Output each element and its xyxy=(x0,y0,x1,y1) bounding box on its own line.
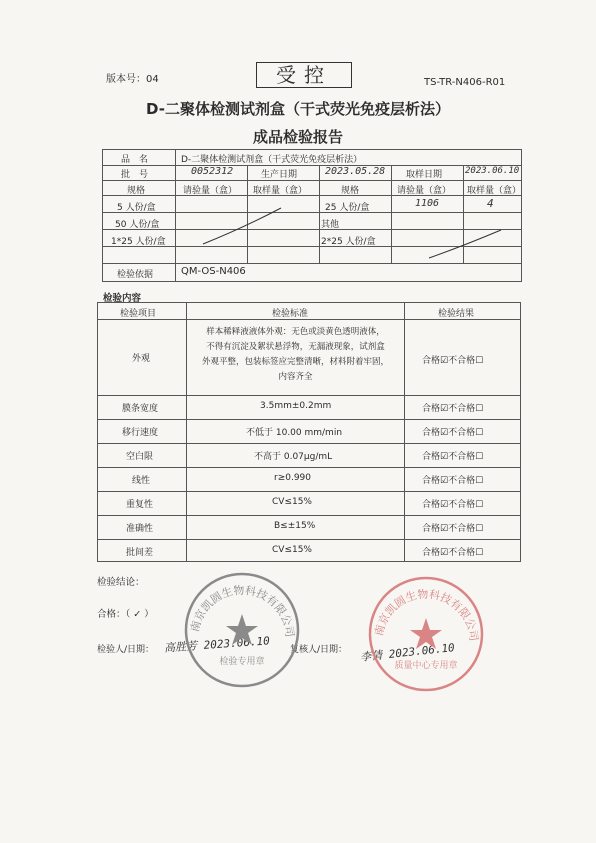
item-linearity: 线性 xyxy=(132,476,151,486)
version-number: 版本号：04 xyxy=(106,74,159,85)
report-title: D-二聚体检测试剂盒（干式荧光免疫层析法） xyxy=(146,100,450,118)
spec-2x25-persons: 2*25 人份/盒 xyxy=(321,237,376,247)
svg-text:检验专用章: 检验专用章 xyxy=(219,657,265,667)
result-inter-batch: 合格☑不合格☐ xyxy=(422,548,484,558)
pass-mark: 合格：（ ✓ ） xyxy=(97,609,154,620)
qty-25-sample: 4 xyxy=(487,197,494,210)
product-name-value: D-二聚体检测试剂盒（干式荧光免疫层析法） xyxy=(181,155,363,165)
spec-label-left: 规格 xyxy=(127,186,146,196)
strike-marks xyxy=(103,150,521,281)
inbound-qty-label-left: 请验量（盒） xyxy=(183,186,238,196)
standard-inter-batch: CV≤15% xyxy=(272,545,312,555)
header-result: 检验结果 xyxy=(438,309,475,319)
basis-label: 检验依据 xyxy=(117,270,154,280)
standard-repeatability: CV≤15% xyxy=(272,497,312,507)
basis-value: QM-OS-N406 xyxy=(181,266,246,277)
standard-appearance: 样本稀释液液体外观：无色或淡黄色透明液体， 不得有沉淀及絮状悬浮物，无漏液现象，试剂盒 外观平整，包装标签应完整清晰，材料附着牢固， 内容齐全 xyxy=(201,327,389,382)
product-info-table xyxy=(102,149,522,282)
result-strip-width: 合格☑不合格☐ xyxy=(422,404,484,414)
item-strip-width: 膜条宽度 xyxy=(122,404,159,414)
inspection-seal xyxy=(180,568,304,692)
quality-seal xyxy=(364,572,488,696)
report-subtitle: 成品检验报告 xyxy=(252,128,343,146)
inspector-signature: 高胜芳 2023.06.10 xyxy=(163,634,271,655)
inspector-label: 检验人/日期： xyxy=(97,645,155,655)
reviewer-label: 复核人/日期： xyxy=(290,645,348,655)
sample-qty-label-left: 取样量（盒） xyxy=(253,186,308,196)
item-accuracy: 准确性 xyxy=(126,524,154,534)
svg-text:质量中心专用章: 质量中心专用章 xyxy=(394,661,458,671)
production-date-value: 2023.05.28 xyxy=(325,166,386,177)
controlled-stamp: 受控 xyxy=(256,62,352,88)
sample-qty-label-right: 取样量（盒） xyxy=(467,186,522,196)
inspection-section-title: 检验内容 xyxy=(103,293,142,304)
standard-migration-speed: 不低于 10.00 mm/min xyxy=(246,428,343,438)
result-accuracy: 合格☑不合格☐ xyxy=(422,524,484,534)
sample-date-label: 取样日期 xyxy=(406,170,443,180)
item-migration-speed: 移行速度 xyxy=(122,428,159,438)
spec-50-persons: 50 人份/盒 xyxy=(115,220,160,230)
result-appearance: 合格☑不合格☐ xyxy=(422,356,484,366)
spec-other: 其他 xyxy=(321,220,340,230)
item-blank-limit: 空白限 xyxy=(126,452,154,462)
qty-25-request: 1106 xyxy=(415,198,440,209)
spec-5-persons: 5 人份/盒 xyxy=(117,203,156,213)
result-repeatability: 合格☑不合格☐ xyxy=(422,500,484,510)
product-name-label: 品 名 xyxy=(121,155,149,165)
header-standard: 检验标准 xyxy=(272,309,309,319)
standard-accuracy: B≤±15% xyxy=(274,521,316,531)
item-appearance: 外观 xyxy=(132,354,151,364)
inbound-qty-label-right: 请验量（盒） xyxy=(397,186,452,196)
batch-value: 0052312 xyxy=(191,166,234,177)
document-code: TS-TR-N406-R01 xyxy=(424,77,506,88)
svg-text:南京凯圆生物科技有限公司: 南京凯圆生物科技有限公司 xyxy=(188,583,297,638)
conclusion-label: 检验结论： xyxy=(97,577,145,588)
standard-linearity: r≥0.990 xyxy=(274,473,312,483)
batch-label: 批 号 xyxy=(121,170,149,180)
inspection-table xyxy=(97,302,521,562)
result-blank-limit: 合格☑不合格☐ xyxy=(422,452,484,462)
production-date-label: 生产日期 xyxy=(261,170,298,180)
item-repeatability: 重复性 xyxy=(126,500,154,510)
reviewer-signature: 李倩 2023.06.10 xyxy=(359,641,456,664)
standard-strip-width: 3.5mm±0.2mm xyxy=(260,401,332,411)
header-item: 检验项目 xyxy=(120,309,157,319)
sample-date-value: 2023.06.10 xyxy=(465,166,520,176)
result-migration-speed: 合格☑不合格☐ xyxy=(422,428,484,438)
item-inter-batch: 批间差 xyxy=(126,548,154,558)
svg-text:南京凯圆生物科技有限公司: 南京凯圆生物科技有限公司 xyxy=(372,587,481,642)
spec-25-persons: 25 人份/盒 xyxy=(325,203,370,213)
spec-label-right: 规格 xyxy=(341,186,360,196)
spec-1x25-persons: 1*25 人份/盒 xyxy=(111,237,166,247)
result-linearity: 合格☑不合格☐ xyxy=(422,476,484,486)
standard-blank-limit: 不高于 0.07μg/mL xyxy=(254,452,333,462)
